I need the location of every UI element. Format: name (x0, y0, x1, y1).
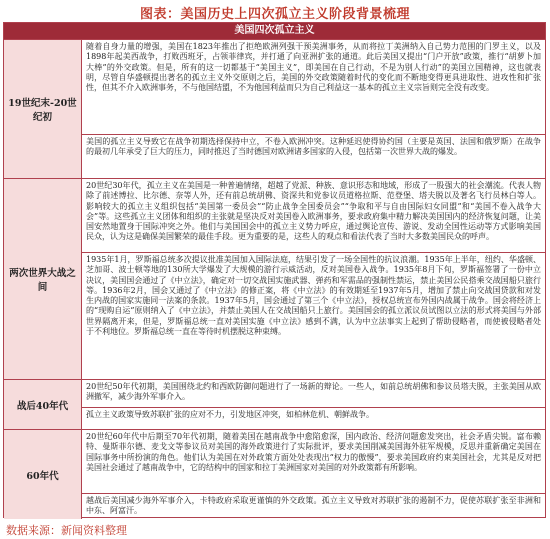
table-row-period-1 (4, 40, 545, 179)
table-row-period-4 (4, 430, 545, 519)
period-cell-impact: 孤立主义政策导致苏联扩张的应对不力，引发地区冲突，如柏林危机、朝鲜战争。 (86, 410, 374, 419)
period-cell-impact: 越战后美国减少海外军事介入，卡特政府采取更谨慎的外交政策。孤立主义导致对苏联扩张的遏制不力，促使苏联扩张至非洲和中东、阿富汗。 (86, 496, 541, 516)
summary-table (3, 22, 546, 518)
period-cell-background: 20世纪60年代中后期至70年代初期，随着美国在越南战争中愈陷愈深，国内政治、经济问题愈发突出，社会矛盾尖锐。富布赖特、曼斯菲尔德、麦戈文等参议员对美国的海外政策进行了实际批评，要求美国削减美国海外驻军规模，反思并重新确定美国在国际事务中所扮演的角色。他们认为美国在对外政策方面处处表现出“权力的傲慢”，要求美国政府约束美国社会，尤其是反对把美国社会通过了越南战争中，它的结构中的国家和拉丁美洲国家对美国的对外政策都有所影响。 (82, 430, 545, 494)
table-row-period-2 (4, 179, 545, 380)
period-cell-impact: 1935年1月，罗斯福总统多次提议批准美国加入国际法庭，结果引发了一场全国性的抗议浪潮。1935年上半年，纽约、华盛顿、芝加哥、波士顿等地的130所大学爆发了大规模的游行示威活动，反对美国卷入战争。1935年8月下旬，罗斯福签署了一份中立决议，美国国会通过了《中立法》，确定对一切交战国实施武器、弹药和军需品的强制性禁运，禁止美国公民搭乘交战国船只旅行等。1936年2月，国会又通过了《中立法》的修正案，将《中立法》的有效期延至1937年5月，增加了禁止向交战国贷款和对发生内战的国家实施同一法案的条款。1937年5月，国会通过了第三个《中立法》，授权总统宣布外国内战属于战争。国会将经济上的“现购自运”原则纳入了《中立法》，并禁止美国人在交战国船只上旅行。美国国会的孤立派议员试图以立法的形式将美国与外部世界隔离开来，但是，罗斯福总统一直对美国实施《中立法》感到不满，认为中立法事实上起到了帮助侵略者，而使被侵略者处于不利地位。罗斯福总统一直在等待时机摆脱这种束缚。 (86, 255, 541, 337)
table-row-period-3 (4, 380, 545, 430)
table-header: 美国四次孤立主义 (4, 23, 545, 40)
period-cell-background: 随着自身力量的增强，美国在1823年推出了拒绝欧洲列强干预美洲事务，从而将拉丁美洲纳入自己势力范围的门罗主义，以及1898年起美西战争，打败西班牙，占领菲律宾，并打通了向亚洲扩张的通道。此后美国又提出“门户开放”政策，推行“胡萝卜加大棒”的外交政策。但是，所有的这一切都基于“美国主义”，即美国在自己行动，不是为别人行动”的美国立国精神，这也就表明，尽管自华盛顿提出著名的孤立主义外交原则之后，美国的外交政策随着时代的变化而不断地变得更具进取性、进攻性和扩张性，但其不介入欧洲事务，不与他国结盟，不为他国利益而只为自己利益这一基本的孤立主义宗旨则完全没有改变。 (82, 40, 545, 135)
period-cell-impact: 美国的孤立主义导致它在战争初期选择保持中立，不卷入欧洲冲突。这种延迟使得协约国（主要是英国、法国和俄罗斯）在战争的最初几年承受了巨大的压力，同时推迟了当时德国对欧洲诸多国家的入侵，包括第一次世界大战的爆发。 (86, 137, 541, 157)
period-cell-background: 20世纪30年代，孤立主义在美国是一种普遍情绪，超越了党派、种族、意识形态和地域，形成了一股强大的社会潮流。代表人物除了前述博拉、比尔德、奈等人外，还有前总统胡佛、资深共和党参议员道格拉斯、范登堡、塔夫脱以及著名飞行员林白等人。影响较大的孤立主义组织包括“美国第一委员会”“防止战争全国委员会”“争取和平与自由国际妇女同盟”和“美国不卷入战争大会”等。这些孤立主义团体和组织的主张就是坚决反对美国卷入欧洲事务，要求政府集中精力解决美国国内的经济恢复问题，让美国安然地置身于国际冲突之外。他们与美国国会中的孤立主义势力呼应，通过舆论宣传、游说、发动全国性运动等方式影响美国民众，认为这是确保美国繁荣的最佳手段。更为重要的是，这些人的观点和看法代表了当时大多数美国民众的呼声。 (82, 179, 545, 253)
period-cell-background: 20世纪50年代初期，美国围绕北约和西欧防御问题进行了一场新的辩论。一些人，如前总统胡佛和参议员塔夫脱，主张美国从欧洲撤军，减少海外军事介入。 (82, 380, 545, 408)
data-source: 数据来源：新闻资料整理 (6, 524, 127, 537)
period-label: 19世纪末-20世纪初 (4, 40, 82, 178)
period-label: 两次世界大战之间 (4, 179, 82, 379)
chart-title: 图表：美国历史上四次孤立主义阶段背景梳理 (139, 7, 410, 22)
period-label: 60年代 (4, 430, 82, 519)
period-label: 战后40年代 (4, 380, 82, 429)
